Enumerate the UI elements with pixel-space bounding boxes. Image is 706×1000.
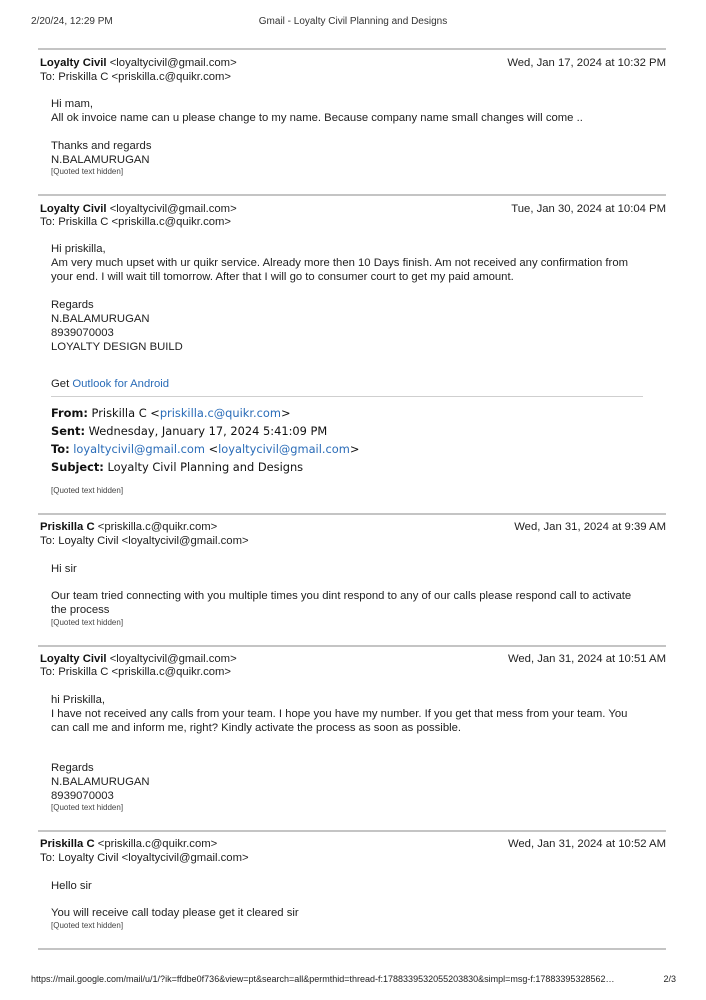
fwd-subject-row: [51, 458, 359, 476]
sender-name: Loyalty Civil: [40, 203, 107, 215]
quoted-text-hidden[interactable]: [Quoted text hidden]: [51, 803, 124, 812]
fwd-from-name: Priskilla C <: [91, 406, 160, 420]
body-line: Our team tried connecting with you multiple times you dint respond to any of our calls please respond call to activate: [51, 590, 632, 602]
body-line: Am very much upset with ur quikr service. Already more then 10 Days finish. Am not received any confirmation from: [51, 257, 629, 269]
fwd-to-end: >: [349, 442, 360, 456]
message-divider: [38, 830, 666, 832]
sender-email: <priskilla.c@quikr.com>: [97, 521, 218, 533]
body-line: Hi sir: [51, 563, 77, 575]
body-line: hi Priskilla,: [51, 694, 105, 706]
forward-divider: [51, 396, 643, 397]
sender-name: Priskilla C: [40, 838, 95, 850]
quoted-text-hidden[interactable]: [Quoted text hidden]: [51, 921, 124, 930]
page-number: 2/3: [663, 974, 676, 984]
message-divider: [38, 48, 666, 50]
fwd-subject-label: Subject:: [51, 460, 104, 474]
get-text: Get: [51, 378, 73, 390]
print-datetime: 2/20/24, 12:29 PM: [31, 16, 113, 27]
body-spacer: [51, 735, 651, 761]
body-line: 8939070003: [51, 790, 114, 802]
body-line: You will receive call today please get it cleared sir: [51, 907, 299, 919]
message-recipient: To: Priskilla C <priskilla.c@quikr.com>: [40, 71, 232, 83]
sender-email: <loyaltycivil@gmail.com>: [109, 57, 237, 69]
body-spacer: [51, 893, 651, 906]
quoted-text-hidden[interactable]: [Quoted text hidden]: [51, 486, 124, 495]
message-divider: [38, 513, 666, 515]
message-date: Wed, Jan 31, 2024 at 10:51 AM: [507, 653, 666, 665]
fwd-to-email-link[interactable]: loyaltycivil@gmail.com: [73, 442, 205, 456]
body-line: Hi priskilla,: [51, 243, 106, 255]
sender-email: <priskilla.c@quikr.com>: [97, 838, 218, 850]
message-body: [51, 879, 651, 920]
sender-email: <loyaltycivil@gmail.com>: [109, 653, 237, 665]
message-recipient: To: Loyalty Civil <loyaltycivil@gmail.com>: [40, 535, 249, 547]
body-line: the process: [51, 604, 110, 616]
fwd-to-email-link-2[interactable]: loyaltycivil@gmail.com: [218, 442, 350, 456]
body-line: All ok invoice name can u please change to my name. Because company name small changes will come ..: [51, 112, 583, 124]
body-line: Regards: [51, 762, 94, 774]
sender-email: <loyaltycivil@gmail.com>: [109, 203, 237, 215]
outlook-signature: [51, 377, 651, 391]
quoted-text-hidden[interactable]: [Quoted text hidden]: [51, 618, 124, 627]
body-line: N.BALAMURUGAN: [51, 313, 150, 325]
message-divider: [38, 948, 666, 950]
fwd-from-end: >: [280, 406, 291, 420]
message-date: Wed, Jan 17, 2024 at 10:32 PM: [507, 57, 666, 69]
body-line: N.BALAMURUGAN: [51, 154, 150, 166]
message-divider: [38, 645, 666, 647]
fwd-to-mid: <: [204, 442, 219, 456]
message-body: [51, 97, 651, 167]
body-line: 8939070003: [51, 327, 114, 339]
message-recipient: To: Loyalty Civil <loyaltycivil@gmail.com>: [40, 852, 249, 864]
body-line: Hi mam,: [51, 98, 94, 110]
fwd-sent-value: Wednesday, January 17, 2024 5:41:09 PM: [88, 424, 328, 438]
message-body: [51, 693, 651, 803]
message-date: Tue, Jan 30, 2024 at 10:04 PM: [511, 203, 666, 215]
body-spacer: [51, 576, 651, 589]
body-spacer: [51, 125, 651, 139]
body-line: can call me and inform me, right? Kindly activate the process as soon as possible.: [51, 722, 462, 734]
body-line: Regards: [51, 299, 94, 311]
body-line: LOYALTY DESIGN BUILD: [51, 341, 183, 353]
fwd-to-label: To:: [51, 442, 70, 456]
body-line: I have not received any calls from your team. I hope you have my number. If you get that mess from your team. You: [51, 708, 628, 720]
body-line: N.BALAMURUGAN: [51, 776, 150, 788]
fwd-from-email-link[interactable]: priskilla.c@quikr.com: [159, 406, 281, 420]
message-recipient: To: Priskilla C <priskilla.c@quikr.com>: [40, 216, 232, 228]
message-body: [51, 562, 651, 617]
fwd-subject-value: Loyalty Civil Planning and Designs: [107, 460, 304, 474]
message-date: Wed, Jan 31, 2024 at 10:52 AM: [507, 838, 666, 850]
body-line: your end. I will wait till tomorrow. After that I will go to consumer court to get my paid amount.: [51, 271, 514, 283]
sender-name: Priskilla C: [40, 521, 95, 533]
body-line: Hello sir: [51, 880, 92, 892]
forwarded-header: [51, 404, 359, 476]
fwd-sent-label: Sent:: [51, 424, 86, 438]
body-spacer: [51, 284, 651, 298]
message-divider: [38, 194, 666, 196]
print-url: https://mail.google.com/mail/u/1/?ik=ffdbe0f736&view=pt&search=all&permthid=thread-f:1788339532055203830&simpl=msg-f:17883395328562…: [31, 974, 615, 984]
fwd-sent-row: [51, 422, 359, 440]
fwd-from-row: [51, 404, 359, 422]
fwd-to-row: [51, 440, 359, 458]
sender-name: Loyalty Civil: [40, 653, 107, 665]
sender-name: Loyalty Civil: [40, 57, 107, 69]
quoted-text-hidden[interactable]: [Quoted text hidden]: [51, 167, 124, 176]
print-title: Gmail - Loyalty Civil Planning and Designs: [258, 16, 448, 27]
message-date: Wed, Jan 31, 2024 at 9:39 AM: [514, 521, 666, 533]
fwd-from-label: From:: [51, 406, 88, 420]
body-line: Thanks and regards: [51, 140, 152, 152]
outlook-android-link[interactable]: Outlook for Android: [72, 378, 170, 390]
message-recipient: To: Priskilla C <priskilla.c@quikr.com>: [40, 666, 232, 678]
message-body: [51, 242, 651, 354]
